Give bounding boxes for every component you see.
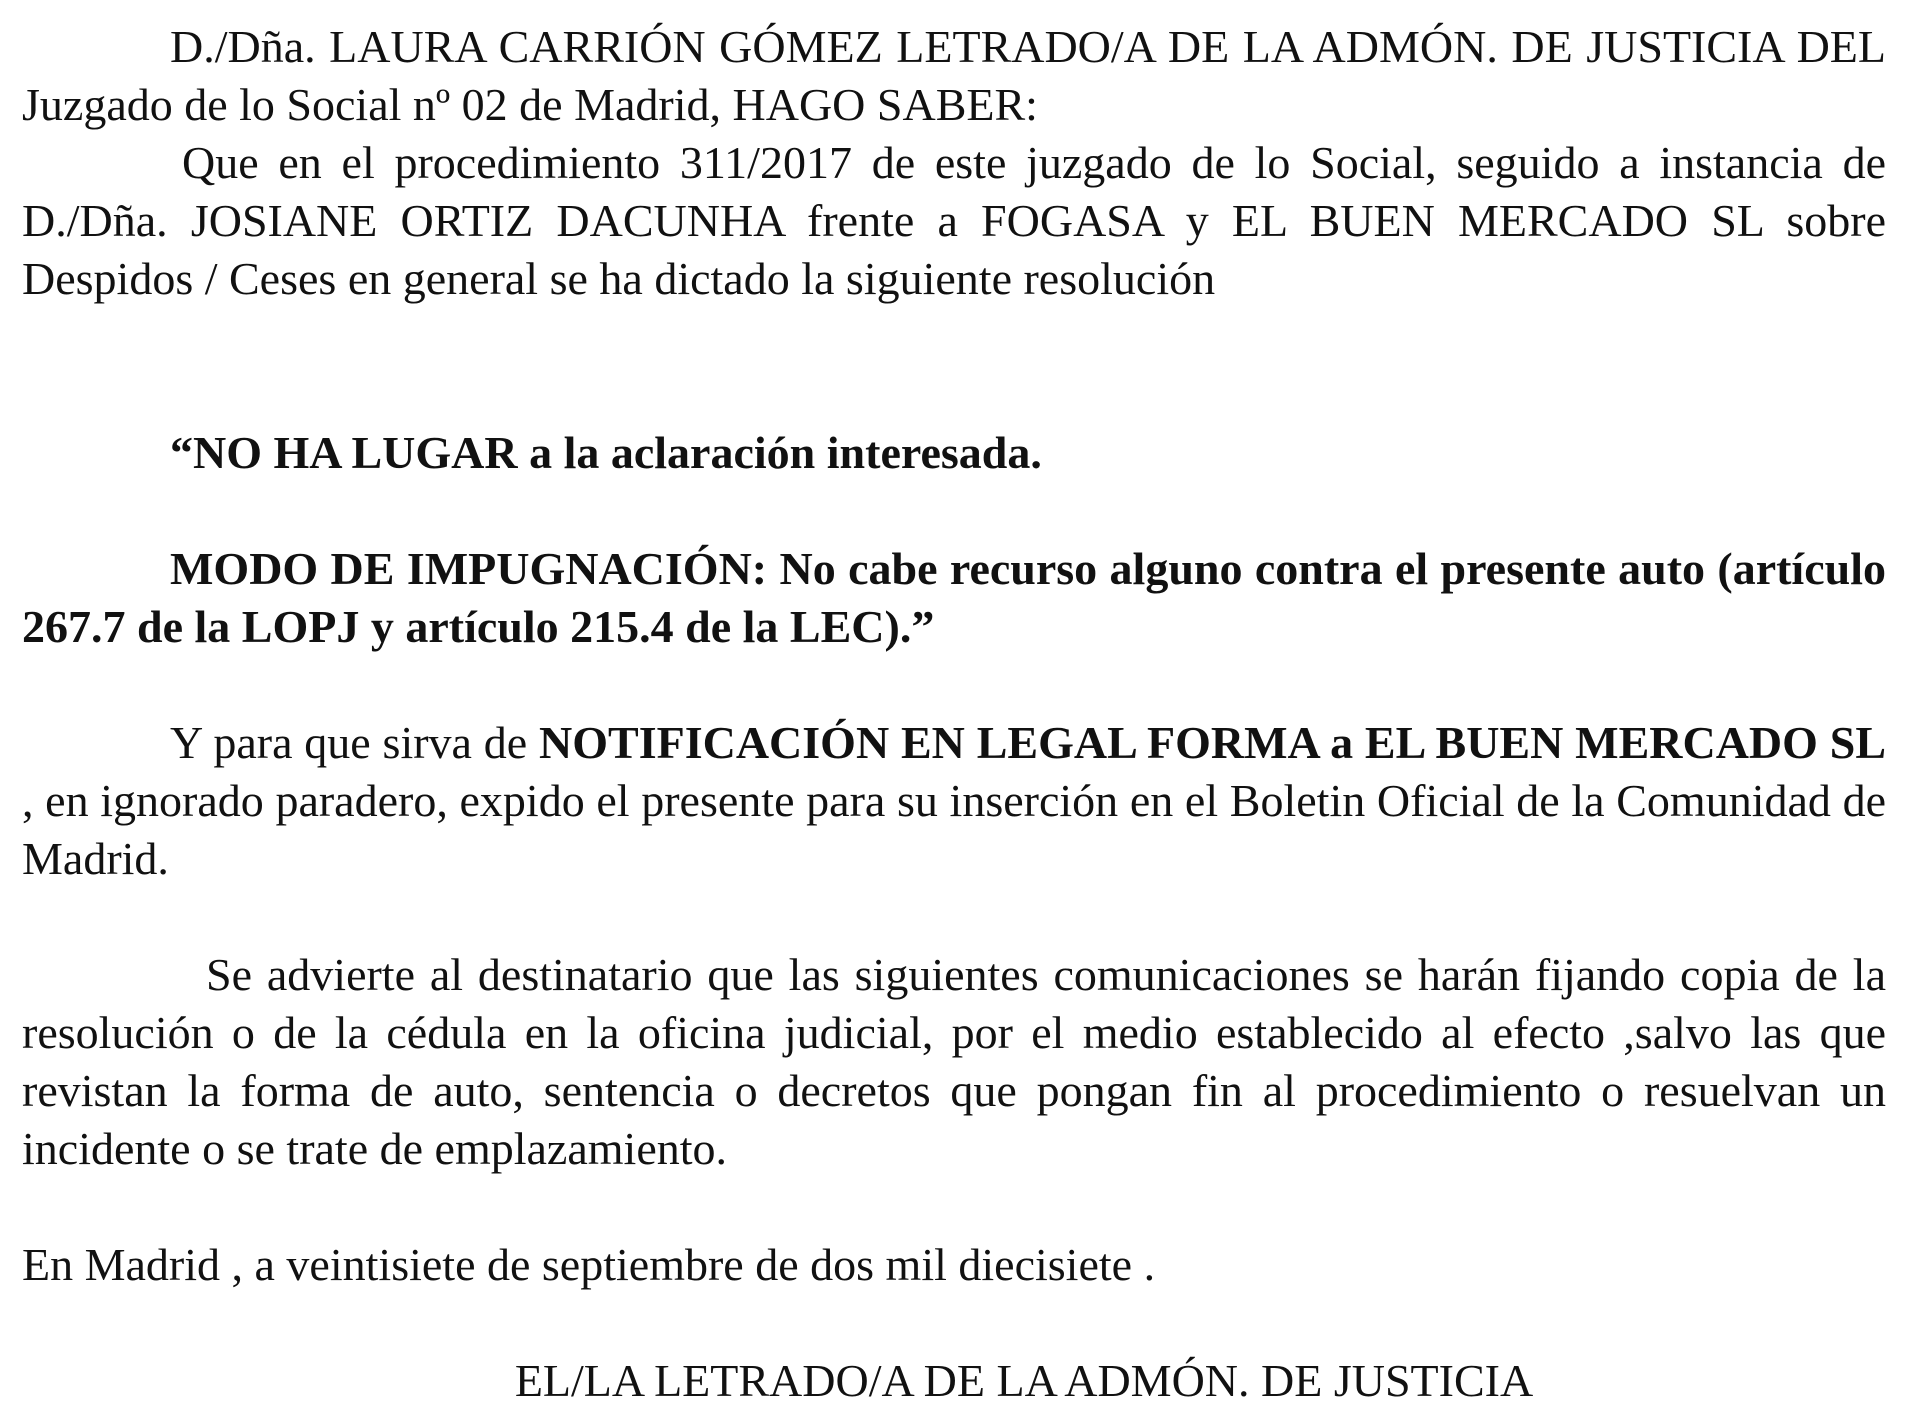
warning-paragraph: Se advierte al destinatario que las siguientes comunicaciones se harán fijando copia de la resolución o de la cédula en la oficina judicial, por el medio establecido al efecto ,salvo las que revistan la forma de auto, sentencia o decretos que pongan fin al procedimiento o resuelvan un incidente o se trate de emplazamiento. xyxy=(22,949,1886,1174)
document-page xyxy=(22,18,1886,1410)
spacer xyxy=(22,1294,1886,1352)
spacer xyxy=(22,888,1886,946)
date-line: En Madrid , a veintisiete de septiembre de dos mil diecisiete . xyxy=(22,1239,1156,1290)
ruling-paragraph: “NO HA LUGAR a la aclaración interesada. xyxy=(170,427,1042,478)
notification-paragraph xyxy=(22,714,1886,888)
spacer xyxy=(22,482,1886,540)
spacer xyxy=(22,308,1886,424)
signature-line: EL/LA LETRADO/A DE LA ADMÓN. DE JUSTICIA xyxy=(514,1355,1534,1406)
procedure-paragraph: Que en el procedimiento 311/2017 de este juzgado de lo Social, seguido a instancia de D./Dña. JOSIANE ORTIZ DACUNHA frente a FOGASA y EL BUEN MERCADO SL sobre Despidos / Ceses en general se ha dictado la siguiente resolución xyxy=(22,137,1886,304)
notification-suffix: , en ignorado paradero, expido el presente para su inserción en el Boletin Oficial de la Comunidad de Madrid. xyxy=(22,775,1886,884)
impugnation-paragraph: MODO DE IMPUGNACIÓN: No cabe recurso alguno contra el presente auto (artículo 267.7 de la LOPJ y artículo 215.4 de la LEC).” xyxy=(22,543,1886,652)
header-paragraph: D./Dña. LAURA CARRIÓN GÓMEZ LETRADO/A DE LA ADMÓN. DE JUSTICIA DEL Juzgado de lo Social nº 02 de Madrid, HAGO SABER: xyxy=(22,21,1886,130)
spacer xyxy=(22,656,1886,714)
spacer xyxy=(22,1178,1886,1236)
notification-bold: NOTIFICACIÓN EN LEGAL FORMA a EL BUEN MERCADO SL xyxy=(539,717,1886,768)
notification-prefix: Y para que sirva de xyxy=(170,717,540,768)
